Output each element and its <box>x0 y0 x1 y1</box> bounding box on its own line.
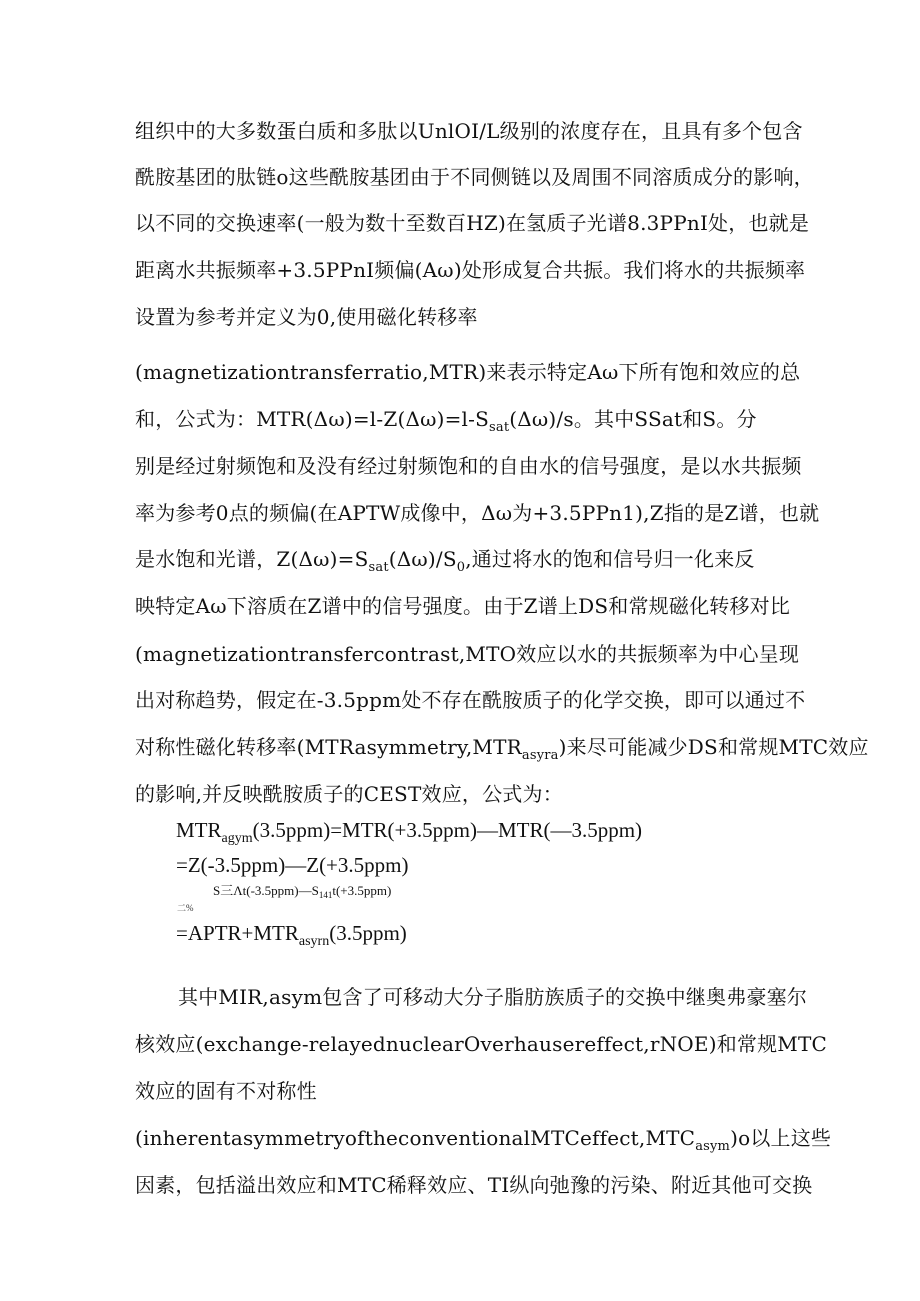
paragraph-line: 因素，包括溢出效应和MTC稀释效应、TI纵向弛豫的污染、附近其他可交换 <box>135 1173 813 1197</box>
paragraph-line: 距离水共振频率+3.5PPnI频偏(Αω)处形成复合共振。我们将水的共振频率 <box>135 258 806 282</box>
subscript: asyra <box>521 748 559 763</box>
formula-line: $=APTR+MTR_{asyrn}(3.5ppm)$ <box>176 921 407 949</box>
paragraph-line: 和，公式为：$MTR(\Delta\omega)=l-Z(\Delta\omega)=l-S_{sat}(\Delta\omega)/s$。其中SSat和S。分 <box>135 407 757 435</box>
paragraph-line: 对称性磁化转移率$(MTRasymmetry,MTR_{asyra})$来尽可能减少DS和常规MTC效应 <box>135 735 869 763</box>
paragraph-line: 的影响,并反映酰胺质子的CEST效应，公式为： <box>135 782 563 806</box>
paragraph-line: 效应的固有不对称性 <box>135 1079 317 1103</box>
paragraph-line: 核效应(exchange-relayednuclearOverhausereffect,rNOE)和常规MTC <box>135 1032 828 1056</box>
formula-fraction-numerator: S三$\Lambda t(-3.5ppm)—S_{141}t(+3.5ppm)$ <box>213 883 392 900</box>
paragraph-line: $(inherentasymmetryoftheconventionalMTCeffect,MTC_{asym})o$以上这些 <box>135 1126 832 1154</box>
paragraph-line: 别是经过射频饱和及没有经过射频饱和的自由水的信号强度，是以水共振频 <box>135 454 802 478</box>
formula-fraction-denominator: 二% <box>177 903 194 913</box>
subscript: asym <box>695 1139 731 1154</box>
subscript: sat <box>368 560 389 575</box>
paragraph-line: 酰胺基团的肽链o这些酰胺基团由于不同侧链以及周围不同溶质成分的影响， <box>135 165 814 189</box>
subscript: asyrn <box>298 934 330 949</box>
subscript: agym <box>221 831 253 846</box>
paragraph-line: (magnetizationtransfercontrast,MTO效应以水的共振频率为中心呈现 <box>135 642 800 666</box>
paragraph-line: 组织中的大多数蛋白质和多肽以UnlOI/L级别的浓度存在，且具有多个包含 <box>135 119 803 143</box>
paragraph-line: 其中MIR,asym包含了可移动大分子脂肪族质子的交换中继奥弗豪塞尔 <box>178 985 808 1009</box>
paragraph-line: (magnetizationtransferratio,MTR)来表示特定Αω下所有饱和效应的总 <box>135 360 801 384</box>
subscript: 141 <box>318 890 333 900</box>
paragraph-line: 映特定Αω下溶质在Z谱中的信号强度。由于Z谱上DS和常规磁化转移对比 <box>135 594 791 618</box>
paragraph-line: 率为参考0点的频偏(在APTW成像中，Δω为+3.5PPn1),Z指的是Z谱，也就 <box>135 501 820 525</box>
formula-line: $MTR_{agym}(3.5ppm)=MTR(+3.5ppm)—MTR(—3.5ppm)$ <box>176 818 643 846</box>
subscript: 0 <box>456 560 466 575</box>
paragraph-line: 设置为参考并定义为0,使用磁化转移率 <box>135 305 478 329</box>
paragraph-line: 是水饱和光谱，$Z(\Delta\omega)=S_{sat}(\Delta\omega)/S_0$,通过将水的饱和信号归一化来反 <box>135 547 755 575</box>
paragraph-line: 以不同的交换速率(一般为数十至数百HZ)在氢质子光谱8.3PPnI处，也就是 <box>135 211 810 235</box>
subscript: sat <box>489 420 510 435</box>
formula-line: =Z(-3.5ppm)—Z(+3.5ppm) <box>176 853 409 877</box>
paragraph-line: 出对称趋势，假定在-3.5ppm处不存在酰胺质子的化学交换，即可以通过不 <box>135 688 806 712</box>
